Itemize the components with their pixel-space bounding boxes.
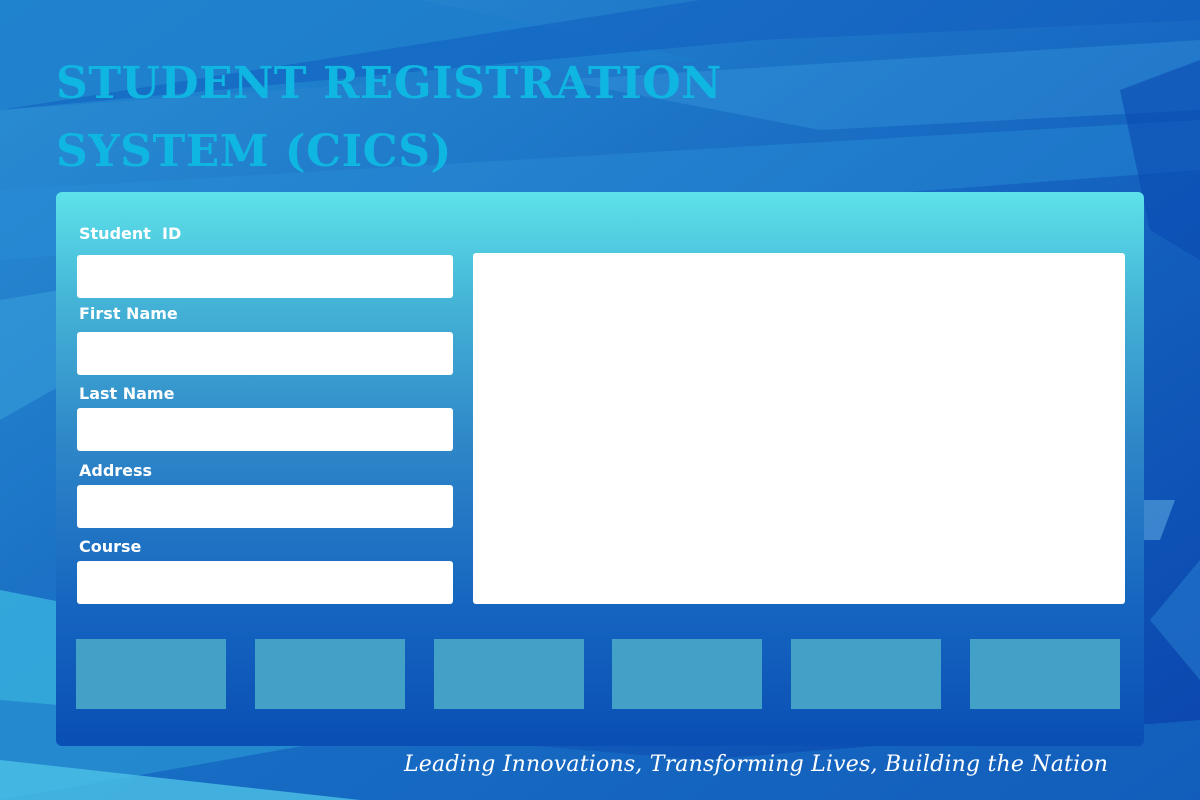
last-name-input[interactable] — [77, 408, 453, 451]
last-name-label: Last Name — [79, 384, 175, 403]
title-line-2: SYSTEM (CICS) — [56, 126, 452, 177]
action-button-1[interactable] — [76, 639, 226, 709]
action-button-2[interactable] — [255, 639, 405, 709]
address-label: Address — [79, 461, 153, 480]
address-input[interactable] — [77, 485, 453, 528]
first-name-label: First Name — [79, 304, 178, 323]
student-id-input[interactable] — [77, 255, 453, 298]
action-button-6[interactable] — [970, 639, 1120, 709]
footer-tagline: Leading Innovations, Transforming Lives, Building the Nation — [404, 752, 1109, 777]
title-line-1: STUDENT REGISTRATION — [56, 58, 722, 109]
first-name-input[interactable] — [77, 332, 453, 375]
action-button-5[interactable] — [791, 639, 941, 709]
student-records-display[interactable] — [473, 253, 1125, 604]
course-label: Course — [79, 537, 142, 556]
registration-panel — [56, 192, 1144, 746]
course-input[interactable] — [77, 561, 453, 604]
student-id-label: Student ID — [79, 224, 182, 243]
action-button-3[interactable] — [434, 639, 584, 709]
page-title — [56, 50, 722, 186]
action-button-4[interactable] — [612, 639, 762, 709]
